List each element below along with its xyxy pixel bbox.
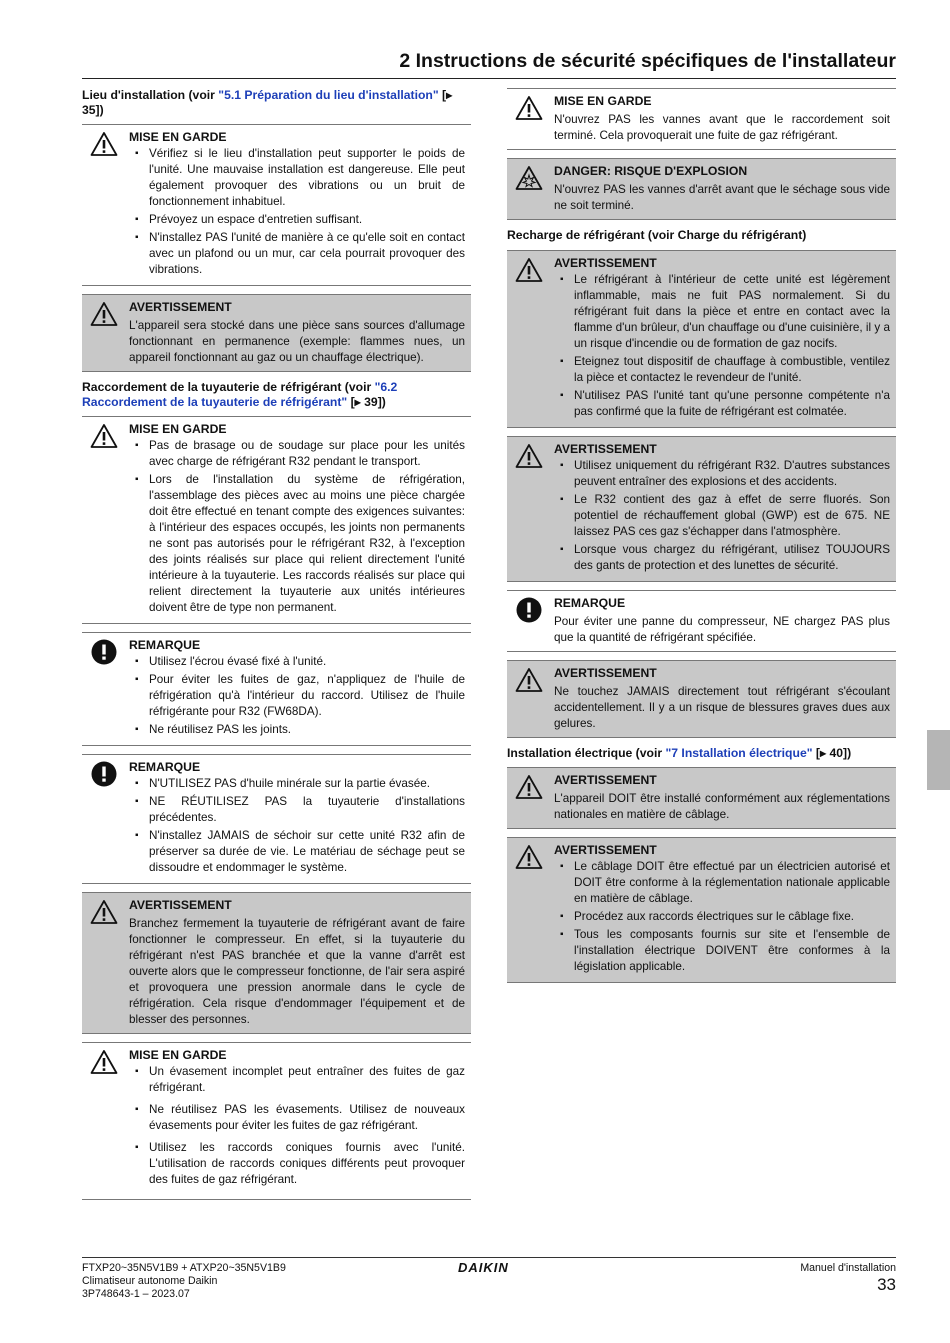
box-title: MISE EN GARDE [129, 422, 227, 436]
list-item: ▪ Vérifiez si le lieu d'installation peut supporter le poids de l'unité. Une mauvaise installation est dangereuse. Elle peut également provoquer des vibrations ou un bruit de fonctionnement inhabituel. [129, 146, 465, 210]
list-item: ▪ Pas de brasage ou de soudage sur place pour les unités avec charge de réfrigérant R32 pendant le transport. [129, 438, 465, 470]
exclamation-circle-icon [515, 597, 543, 623]
footer-product: Climatiseur autonome Daikin [82, 1275, 218, 1287]
warning-box [507, 436, 896, 582]
list-item: ▪ Le réfrigérant à l'intérieur de cette unité est légèrement inflammable, mais ne fuit PAS normalement. Si du réfrigérant fuit dans la pièce et entre en contact avec la flamme d'un brûleur, d'un chauffage ou d'une cuisinière, il y a un risque d'incendie ou de formation de gaz nocifs. [554, 272, 890, 352]
box-title: REMARQUE [129, 638, 201, 652]
box-text: Pour éviter une panne du compresseur, NE chargez PAS plus que la quantité de réfrigérant spécifiée. [554, 614, 890, 644]
exclamation-circle-icon [90, 639, 118, 665]
box-title: AVERTISSEMENT [554, 843, 657, 857]
list-item: ▪ N'utilisez PAS l'unité tant qu'une personne compétente n'a pas confirmé que la fuite de réfrigérant est colmatée. [554, 388, 890, 420]
warning-triangle-icon [515, 95, 543, 121]
link-refrigerant-piping[interactable]: "6.2 Raccordement de la tuyauterie de réfrigérant" [82, 380, 398, 409]
warning-box [82, 294, 471, 372]
box-title: DANGER: RISQUE D'EXPLOSION [554, 164, 748, 178]
list-item: ▪ Un évasement incomplet peut entraîner des fuites de gaz réfrigérant. [129, 1064, 465, 1096]
footer-right [800, 1262, 896, 1295]
list-item: ▪ NE RÉUTILISEZ PAS la tuyauterie d'installations précédentes. [129, 794, 465, 826]
section-heading-electrical: Installation électrique (voir "7 Installation électrique" [▸ 40]) [507, 745, 852, 760]
box-title: AVERTISSEMENT [554, 773, 657, 787]
danger-explosion-box [507, 158, 896, 220]
box-title: REMARQUE [554, 595, 626, 610]
list-item: ▪ Procédez aux raccords électriques sur le câblage fixe. [554, 909, 890, 925]
section-heading-installation-site: Lieu d'installation (voir "5.1 Préparation du lieu d'installation" [▸ 35]) [82, 88, 453, 117]
box-text: L'appareil DOIT être installé conformément aux réglementations nationales en matière de câblage. [554, 792, 890, 821]
footer-manual: Manuel d'installation [800, 1262, 896, 1274]
section-heading-refrigerant-charge: Recharge de réfrigérant (voir Charge du réfrigérant) [507, 228, 807, 242]
note-box [507, 590, 896, 652]
box-text: N'ouvrez PAS les vannes avant que le raccordement soit terminé. Cela provoquerait une fuite de gaz réfrigérant. [554, 113, 890, 142]
warning-box [507, 767, 896, 829]
link-electrical-installation[interactable]: "7 Installation électrique" [665, 745, 813, 760]
list-item: ▪ Eteignez tout dispositif de chauffage à combustible, ventilez la pièce et contactez le revendeur de l'unité. [554, 354, 890, 386]
page-footer [82, 1257, 896, 1300]
brand-logo: DAIKIN [458, 1260, 509, 1275]
right-column [507, 88, 896, 991]
footer-model: FTXP20~35N5V1B9 + ATXP20~35N5V1B9 [82, 1262, 286, 1274]
list-item: ▪ Lors de l'installation du système de réfrigération, l'assemblage des pièces avec au moins une pièce chargée doit être effectué en tenant compte des exigences suivantes: à l'intérieur des espaces occupés, les joints non permanents ne sont pas autorisés pour le réfrigérant R32, à l'exception des joints réalisés sur place qui relient directement l'unité intérieure à la tuyauterie. Les raccords réalisés sur place qui relient directement la tuyauterie aux unités intérieures doivent être de type non permanent. [129, 472, 465, 616]
warning-triangle-icon [515, 774, 543, 800]
list-item: ▪ N'installez PAS l'unité de manière à ce qu'elle soit en contact avec un plafond ou un mur, car cela pourrait provoquer des vibrations. [129, 230, 465, 278]
caution-box [82, 124, 471, 286]
warning-triangle-icon [90, 899, 118, 925]
exclamation-circle-icon [90, 761, 118, 787]
caution-box [82, 416, 471, 624]
caution-box [507, 88, 896, 150]
warning-triangle-icon [515, 443, 543, 469]
box-title: MISE EN GARDE [129, 1048, 227, 1062]
list-item: ▪ N'installez JAMAIS de séchoir sur cette unité R32 afin de préserver sa durée de vie. Le matériau de séchage peut se dissoudre et endommager le système. [129, 828, 465, 876]
list-item: ▪ Ne réutilisez PAS les joints. [129, 722, 465, 738]
list-item: ▪ Prévoyez un espace d'entretien suffisant. [129, 212, 465, 228]
link-installation-site[interactable]: "5.1 Préparation du lieu d'installation" [218, 88, 439, 102]
warning-box [507, 660, 896, 738]
warning-box [507, 250, 896, 428]
list-item: ▪ Utilisez uniquement du réfrigérant R32. D'autres substances peuvent entraîner des explosions et des accidents. [554, 458, 890, 490]
footer-doc-id: 3P748643-1 – 2023.07 [82, 1288, 190, 1300]
left-column [82, 88, 471, 1208]
list-item: ▪ Lorsque vous chargez du réfrigérant, utilisez TOUJOURS des gants de protection et des lunettes de sécurité. [554, 542, 890, 574]
warning-triangle-icon [90, 1049, 118, 1075]
box-title: AVERTISSEMENT [554, 441, 657, 456]
section-heading-refrigerant-piping: Raccordement de la tuyauterie de réfrigérant (voir "6.2 Raccordement de la tuyauterie de réfrigérant" [▸ 39]) [82, 380, 398, 409]
warning-triangle-icon [90, 131, 118, 157]
list-item: ▪ Pour éviter les fuites de gaz, n'appliquez de l'huile de réfrigération qu'à l'intérieur du raccord. Utilisez de l'huile réfrigérante pour R32 (FW68DA). [129, 672, 465, 720]
box-text: N'ouvrez PAS les vannes d'arrêt avant que le séchage sous vide ne soit terminé. [554, 183, 890, 212]
box-title: AVERTISSEMENT [129, 898, 232, 912]
warning-box [82, 892, 471, 1034]
list-item: ▪ Ne réutilisez PAS les évasements. Utilisez de nouveaux évasements pour éviter les fuites de gaz réfrigérant. [129, 1102, 465, 1134]
caution-box [82, 1042, 471, 1200]
page-title: 2 Instructions de sécurité spécifiques de l'installateur [82, 50, 896, 79]
box-text: Branchez fermement la tuyauterie de réfrigérant avant de faire fonctionner le compresseur. En effet, si la tuyauterie du réfrigérant n'est PAS branchée et que la vanne d'arrêt est ouverte alors que le compresseur fonctionne, de l'air sera aspiré et provoquera une pression anormale dans le cycle de réfrigération. Cela risque d'endommager l'équipement et de blesser des personnes. [129, 917, 465, 1026]
warning-triangle-icon [515, 257, 543, 283]
explosion-hazard-icon [515, 165, 543, 191]
warning-box [507, 837, 896, 983]
list-item: ▪ Le R32 contient des gaz à effet de serre fluorés. Son potentiel de réchauffement global (GWP) est de 675. NE laissez PAS ces gaz s'échapper dans l'atmosphère. [554, 492, 890, 540]
note-box [82, 632, 471, 746]
box-title: AVERTISSEMENT [129, 300, 232, 314]
box-title: REMARQUE [129, 760, 201, 774]
box-title: MISE EN GARDE [554, 94, 652, 108]
box-title: AVERTISSEMENT [554, 255, 657, 270]
warning-triangle-icon [90, 301, 118, 327]
list-item: ▪ Tous les composants fournis sur site et l'ensemble de l'installation électrique DOIVENT être conformes à la législation applicable. [554, 927, 890, 975]
warning-triangle-icon [515, 844, 543, 870]
box-title: MISE EN GARDE [129, 130, 227, 144]
box-text: L'appareil sera stocké dans une pièce sans sources d'allumage fonctionnant en permanence (exemple: flammes nues, un appareil fonctionnant au gaz ou un chauffage électrique). [129, 319, 465, 364]
chapter-tab-marker [927, 730, 950, 790]
box-text: Ne touchez JAMAIS directement tout réfrigérant s'écoulant accidentellement. Il y a un risque de blessures graves dues aux gelures. [554, 684, 890, 730]
list-item: ▪ Utilisez l'écrou évasé fixé à l'unité. [129, 654, 465, 670]
page-number: 33 [877, 1275, 896, 1294]
warning-triangle-icon [515, 667, 543, 693]
warning-triangle-icon [90, 423, 118, 449]
note-box [82, 754, 471, 884]
footer-left [82, 1262, 286, 1301]
box-title: AVERTISSEMENT [554, 665, 657, 680]
list-item: ▪ Utilisez les raccords coniques fournis avec l'unité. L'utilisation de raccords coniques différents peut provoquer des fuites de gaz réfrigérant. [129, 1140, 465, 1188]
list-item: ▪ Le câblage DOIT être effectué par un électricien autorisé et DOIT être conforme à la réglementation nationale applicable en matière de câblage. [554, 859, 890, 907]
list-item: ▪ N'UTILISEZ PAS d'huile minérale sur la partie évasée. [129, 776, 465, 792]
